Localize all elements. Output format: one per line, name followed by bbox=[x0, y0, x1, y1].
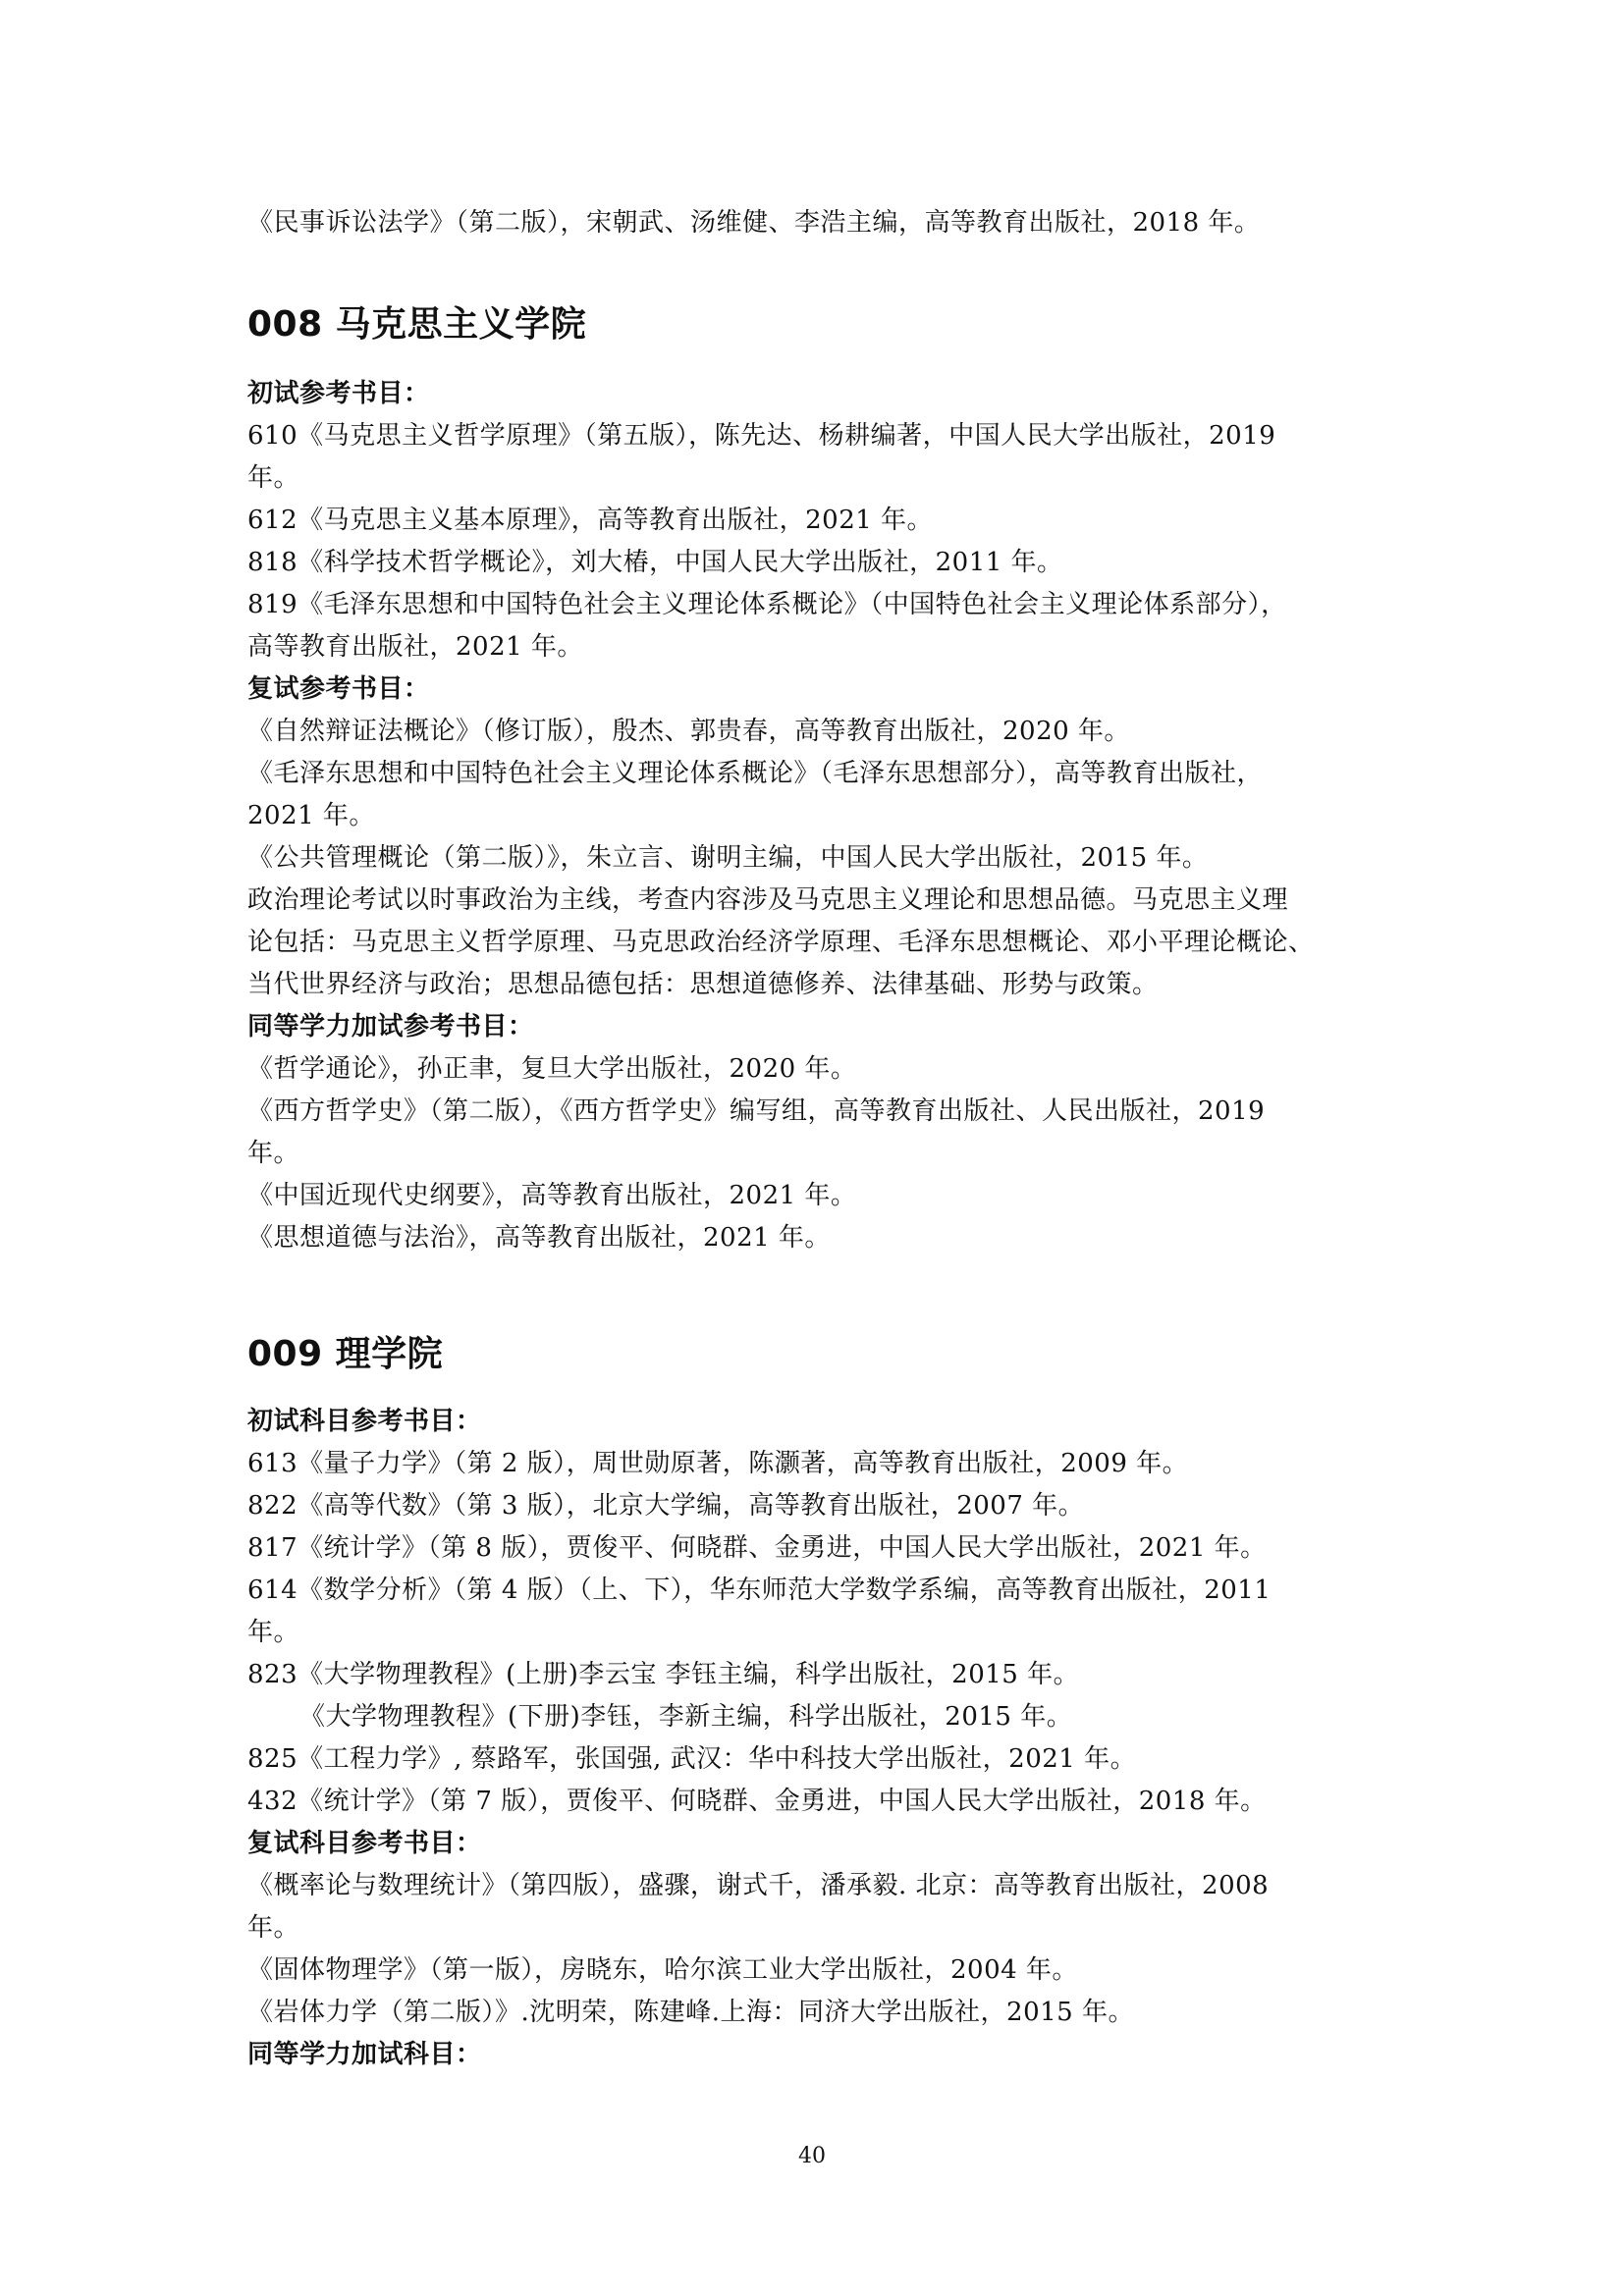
section-008-equiv-heading: 同等学力加试参考书目： bbox=[247, 1012, 534, 1041]
section-009-retest-line: 《岩体力学（第二版）》.沈明荣，陈建峰.上海：同济大学出版社，2015 年。 bbox=[247, 1998, 1134, 2027]
section-009-title: 009 理学院 bbox=[247, 1334, 444, 1374]
section-009-initial-line: 614《数学分析》（第 4 版）（上、下），华东师范大学数学系编，高等教育出版社，2011 bbox=[247, 1575, 1272, 1605]
section-008-equiv-line: 年。 bbox=[247, 1139, 300, 1168]
section-009-initial-line: 613《量子力学》（第 2 版），周世勋原著，陈灏著，高等教育出版社，2009 年。 bbox=[247, 1449, 1189, 1478]
section-008-initial-heading: 初试参考书目： bbox=[247, 379, 430, 408]
section-009-initial-line: 822《高等代数》（第 3 版），北京大学编，高等教育出版社，2007 年。 bbox=[247, 1491, 1085, 1521]
section-008-initial-line: 819《毛泽东思想和中国特色社会主义理论体系概论》（中国特色社会主义理论体系部分）， bbox=[247, 590, 1287, 619]
section-009-initial-line: 817《统计学》（第 8 版），贾俊平、何晓群、金勇进，中国人民大学出版社，2021 年。 bbox=[247, 1533, 1267, 1563]
section-009-initial-line: 823《大学物理教程》(上册)李云宝 李钰主编，科学出版社，2015 年。 bbox=[247, 1660, 1080, 1689]
section-008-retest-line: 《毛泽东思想和中国特色社会主义理论体系概论》（毛泽东思想部分），高等教育出版社， bbox=[247, 759, 1264, 788]
intro-line: 《民事诉讼法学》（第二版），宋朝武、汤维健、李浩主编，高等教育出版社，2018 年。 bbox=[247, 208, 1261, 238]
section-008-title: 008 马克思主义学院 bbox=[247, 304, 587, 345]
section-008-retest-line: 2021 年。 bbox=[247, 801, 375, 830]
section-008-retest-line: 《自然辩证法概论》（修订版），殷杰、郭贵春，高等教育出版社，2020 年。 bbox=[247, 717, 1130, 746]
section-009-retest-line: 年。 bbox=[247, 1913, 300, 1943]
section-008-equiv-line: 《思想道德与法治》，高等教育出版社，2021 年。 bbox=[247, 1223, 831, 1253]
section-009-retest-line: 《概率论与数理统计》（第四版），盛骤，谢式千，潘承毅. 北京：高等教育出版社，2008 bbox=[247, 1871, 1270, 1900]
section-008-retest-line: 政治理论考试以时事政治为主线，考查内容涉及马克思主义理论和思想品德。马克思主义理 bbox=[247, 885, 1289, 915]
section-009-initial-line: 825《工程力学》, 蔡路军，张国强, 武汉：华中科技大学出版社，2021 年。 bbox=[247, 1744, 1137, 1774]
section-009-retest-heading: 复试科目参考书目： bbox=[247, 1829, 482, 1858]
section-008-initial-line: 818《科学技术哲学概论》，刘大椿，中国人民大学出版社，2011 年。 bbox=[247, 548, 1063, 577]
section-008-retest-line: 《公共管理概论（第二版）》，朱立言、谢明主编，中国人民大学出版社，2015 年。 bbox=[247, 843, 1209, 873]
section-008-equiv-line: 《西方哲学史》（第二版），《西方哲学史》编写组，高等教育出版社、人民出版社，2019 bbox=[247, 1096, 1266, 1126]
section-008-initial-line: 610《马克思主义哲学原理》（第五版），陈先达、杨耕编著，中国人民大学出版社，2019 bbox=[247, 421, 1276, 451]
page-number: 40 bbox=[798, 2144, 826, 2168]
section-008-retest-line: 论包括：马克思主义哲学原理、马克思政治经济学原理、毛泽东思想概论、邓小平理论概论、 bbox=[247, 928, 1315, 957]
section-008-initial-line: 年。 bbox=[247, 463, 300, 493]
section-008-initial-line: 高等教育出版社，2021 年。 bbox=[247, 632, 583, 662]
section-008-equiv-line: 《哲学通论》，孙正聿，复旦大学出版社，2020 年。 bbox=[247, 1054, 857, 1084]
section-008-equiv-line: 《中国近现代史纲要》，高等教育出版社，2021 年。 bbox=[247, 1181, 857, 1210]
section-009-initial-line: 《大学物理教程》(下册)李钰，李新主编，科学出版社，2015 年。 bbox=[299, 1702, 1073, 1732]
section-009-initial-line: 432《统计学》（第 7 版），贾俊平、何晓群、金勇进，中国人民大学出版社，2018 年。 bbox=[247, 1787, 1267, 1816]
section-008-retest-heading: 复试参考书目： bbox=[247, 674, 430, 704]
section-008-retest-line: 当代世界经济与政治；思想品德包括：思想道德修养、法律基础、形势与政策。 bbox=[247, 970, 1159, 999]
section-009-initial-line: 年。 bbox=[247, 1618, 300, 1647]
section-009-equiv-heading: 同等学力加试科目： bbox=[247, 2040, 482, 2069]
section-008-initial-line: 612《马克思主义基本原理》，高等教育出版社，2021 年。 bbox=[247, 506, 934, 535]
section-009-retest-line: 《固体物理学》（第一版），房晓东，哈尔滨工业大学出版社，2004 年。 bbox=[247, 1955, 1078, 1985]
section-009-initial-heading: 初试科目参考书目： bbox=[247, 1407, 482, 1436]
